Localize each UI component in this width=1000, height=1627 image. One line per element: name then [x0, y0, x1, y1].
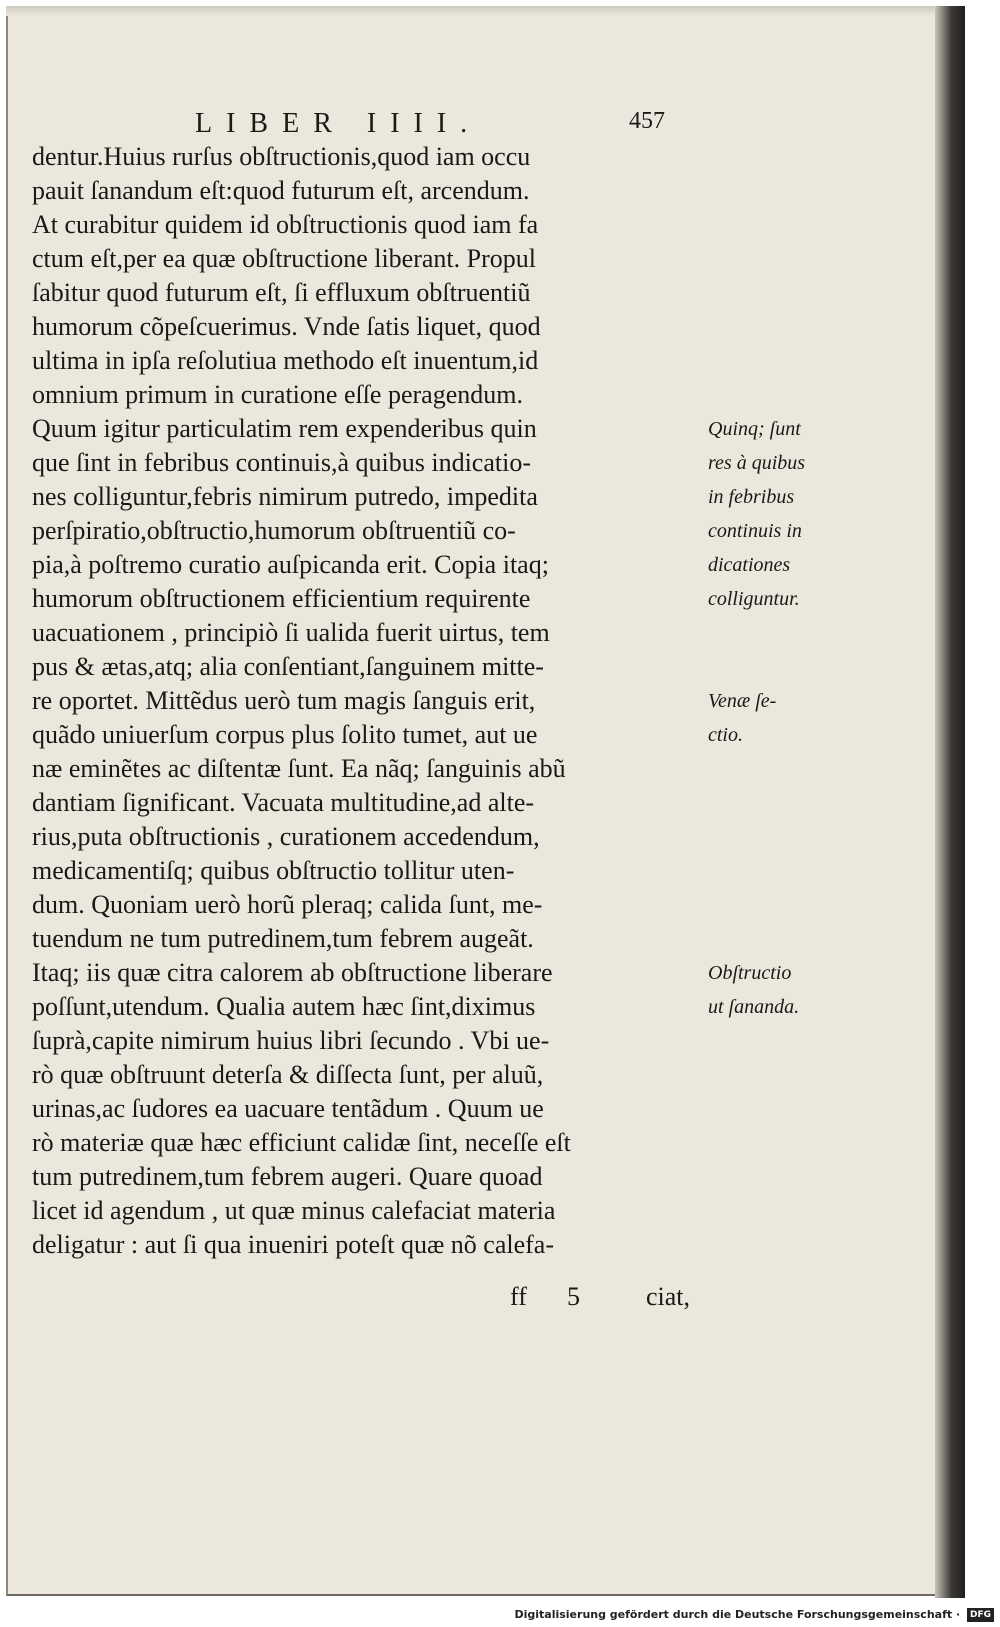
text-line: deligatur : aut ſi qua inueniri poteſt quæ nõ calefa- [32, 1230, 555, 1259]
text-line: ctum eſt,per ea quæ obſtructione liberant. Propul [32, 244, 536, 273]
margin-note-line: Quinq; ſunt [708, 418, 801, 440]
text-line: næ eminẽtes ac diſtentæ ſunt. Ea nãq; ſanguinis abũ [32, 754, 566, 783]
margin-note-line: continuis in [708, 520, 802, 542]
credit-text: Digitalisierung gefördert durch die Deutsche Forschungsgemeinschaft · [514, 1608, 961, 1621]
text-line: humorum cõpeſcuerimus. Vnde ſatis liquet, quod [32, 312, 541, 341]
text-line: At curabitur quidem id obſtructionis quod iam fa [32, 210, 539, 239]
text-line: tum putredinem,tum febrem augeri. Quare quoad [32, 1162, 543, 1191]
text-line: urinas,ac ſudores ea uacuare tentãdum . Quum ue [32, 1094, 544, 1123]
margin-note-line: colliguntur. [708, 588, 800, 610]
text-line: pus & ætas,atq; alia conſentiant,ſanguinem mitte- [32, 652, 544, 681]
page-top-edge [6, 6, 956, 16]
text-line: que ſint in febribus continuis,à quibus indicatio- [32, 448, 531, 477]
signature-line [510, 1282, 690, 1316]
text-line: dantiam ſignificant. Vacuata multitudine,ad alte- [32, 788, 535, 817]
margin-note-line: res à quibus [708, 452, 806, 474]
text-line: perſpiratio,obſtructio,humorum obſtruentiũ co- [32, 516, 516, 545]
margin-note-line: ctio. [708, 724, 743, 746]
text-line: ultima in ipſa reſolutiua methodo eſt inuentum,id [32, 346, 539, 375]
margin-note-line: Venæ ſe- [708, 690, 777, 712]
text-line: dentur.Huius rurſus obſtructionis,quod iam occu [32, 142, 531, 171]
text-line: pia,à poſtremo curatio auſpicanda erit. Copia itaq; [32, 550, 549, 579]
page-header [195, 108, 665, 144]
page-number: 457 [629, 108, 665, 134]
text-line: rius,puta obſtructionis , curationem accedendum, [32, 822, 540, 851]
running-head: LIBER IIII. [195, 108, 482, 139]
margin-note-line: ut ſananda. [708, 996, 800, 1018]
margin-note-line: Obſtructio [708, 962, 792, 984]
page-gutter-shadow [935, 6, 965, 1598]
text-line: poſſunt,utendum. Qualia autem hæc ſint,diximus [32, 992, 536, 1021]
digitization-credit [514, 1606, 994, 1624]
text-line: ſuprà,capite nimirum huius libri ſecundo . Vbi ue- [32, 1026, 550, 1055]
text-line: re oportet. Mittẽdus uerò tum magis ſanguis erit, [32, 686, 536, 715]
text-line: rò materiæ quæ hæc efficiunt calidæ ſint, neceſſe eſt [32, 1128, 571, 1157]
text-line: dum. Quoniam uerò horũ pleraq; calida ſunt, me- [32, 890, 543, 919]
text-line: humorum obſtructionem efficientium requirente [32, 584, 531, 613]
text-line: quãdo uniuerſum corpus plus ſolito tumet, aut ue [32, 720, 538, 749]
text-line: rò quæ obſtruunt deterſa & diſſecta ſunt, per aluũ, [32, 1060, 544, 1089]
text-line: Quum igitur particulatim rem expenderibus quin [32, 414, 537, 443]
dfg-logo: DFG [967, 1608, 994, 1622]
signature-number: 5 [567, 1282, 580, 1311]
text-line: Itaq; iis quæ citra calorem ab obſtructione liberare [32, 958, 553, 987]
margin-note-line: dicationes [708, 554, 791, 576]
signature-mark: ff [510, 1282, 527, 1311]
text-line: omnium primum in curatione eſſe peragendum. [32, 380, 523, 409]
text-line: nes colliguntur,febris nimirum putredo, impedita [32, 482, 538, 511]
text-line: uacuationem , principiò ſi ualida fuerit uirtus, tem [32, 618, 550, 647]
text-line: ſabitur quod futurum eſt, ſi effluxum obſtruentiũ [32, 278, 531, 307]
catchword: ciat, [645, 1282, 690, 1311]
text-line: tuendum ne tum putredinem,tum febrem augeãt. [32, 924, 534, 953]
text-line: pauit ſanandum eſt:quod futurum eſt, arcendum. [32, 176, 530, 205]
text-line: licet id agendum , ut quæ minus calefaciat materia [32, 1196, 556, 1225]
margin-note-line: in febribus [708, 486, 795, 508]
text-line: medicamentiſq; quibus obſtructio tollitur uten- [32, 856, 515, 885]
